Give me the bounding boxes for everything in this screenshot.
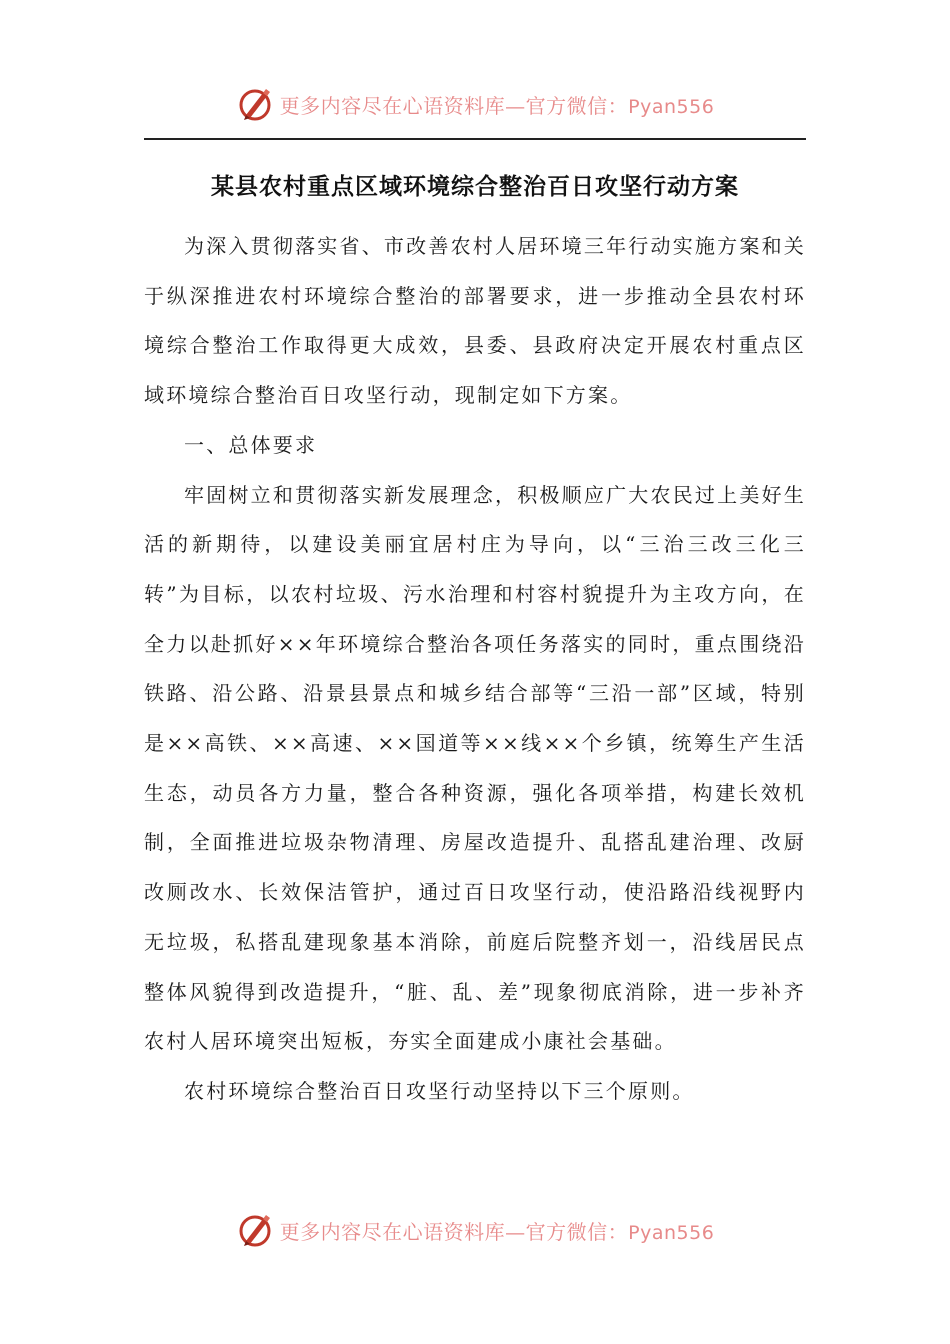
pen-logo-icon	[236, 84, 276, 124]
section-heading: 一、总体要求	[184, 432, 318, 457]
wechat-id: Pyan556	[628, 95, 715, 118]
header-banner	[0, 84, 950, 124]
pen-logo-icon	[236, 1210, 276, 1250]
banner-text	[280, 1216, 715, 1245]
paragraph-principles: 农村环境综合整治百日攻坚行动坚持以下三个原则。	[184, 1078, 695, 1103]
paragraph-intro: 为深入贯彻落实省、市改善农村人居环境三年行动实施方案和关于纵深推进农村环境综合整治的部署要求，进一步推动全县农村环境综合整治工作取得更大成效，县委、县政府决定开展农村重点区域环境综合整治百日攻坚行动，现制定如下方案。	[144, 234, 806, 408]
document-title: 某县农村重点区域环境综合整治百日攻坚行动方案	[211, 174, 739, 200]
banner-label: 更多内容尽在心语资料库—官方微信：	[279, 93, 629, 118]
wechat-id: Pyan556	[628, 1221, 715, 1244]
banner-label: 更多内容尽在心语资料库—官方微信：	[279, 1219, 629, 1244]
paragraph-requirements: 牢固树立和贯彻落实新发展理念，积极顺应广大农民过上美好生活的新期待，以建设美丽宜居村庄为导向，以“三治三改三化三转”为目标，以农村垃圾、污水治理和村容村貌提升为主攻方向，在全力以赴抓好××年环境综合整治各项任务落实的同时，重点围绕沿铁路、沿公路、沿景县景点和城乡结合部等“三沿一部”区域，特别是××高铁、××高速、××国道等××线××个乡镇，统筹生产生活生态，动员各方力量，整合各种资源，强化各项举措，构建长效机制，全面推进垃圾杂物清理、房屋改造提升、乱搭乱建治理、改厨改厕改水、长效保洁管护，通过百日攻坚行动，使沿路沿线视野内无垃圾，私搭乱建现象基本消除，前庭后院整齐划一，沿线居民点整体风貌得到改造提升，“脏、乱、差”现象彻底消除，进一步补齐农村人居环境突出短板，夯实全面建成小康社会基础。	[144, 482, 806, 1054]
document-body	[144, 222, 806, 1117]
banner-text	[280, 90, 715, 119]
footer-banner	[0, 1210, 950, 1250]
header-rule	[144, 138, 806, 140]
